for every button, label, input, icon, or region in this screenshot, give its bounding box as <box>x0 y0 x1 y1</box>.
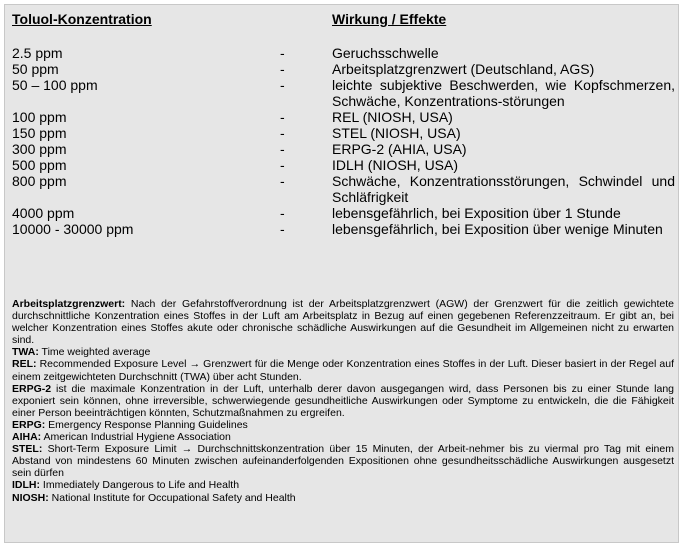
glossary-notes <box>12 298 674 504</box>
separator-dash: - <box>280 173 285 189</box>
table-row <box>5 205 680 221</box>
note-text: Time weighted average <box>38 346 151 359</box>
note-term: TWA: <box>12 346 39 359</box>
separator-dash: - <box>280 77 285 93</box>
note-text: American Industrial Hygiene Association <box>41 431 231 444</box>
toluene-table-panel <box>4 4 679 543</box>
note-term: ERPG: <box>12 418 46 431</box>
concentration-value: 800 ppm <box>12 173 67 189</box>
concentration-table <box>5 45 680 237</box>
concentration-value: 2.5 ppm <box>12 45 63 61</box>
table-row <box>5 125 680 141</box>
concentration-value: 50 ppm <box>12 61 59 77</box>
note-paragraph <box>12 419 674 431</box>
note-text: Recommended Exposure Level → Grenzwert für die Menge oder Konzentration eines Stoffes in der Luft. Dieser basiert in der Regel auf einem zeitgewichteten Durchschnitt (TWA) über acht Stunden. <box>12 358 674 383</box>
effect-text: Schwäche, Konzentrationsstörungen, Schwindel und Schläfrigkeit <box>332 173 675 205</box>
separator-dash: - <box>280 125 285 141</box>
concentration-value: 10000 - 30000 ppm <box>12 221 134 237</box>
separator-dash: - <box>280 109 285 125</box>
table-row <box>5 221 680 237</box>
header-effects: Wirkung / Effekte <box>332 11 447 27</box>
table-row <box>5 173 680 205</box>
table-row <box>5 77 680 109</box>
note-term: Arbeitsplatzgrenzwert: <box>12 298 126 310</box>
note-term: REL: <box>12 358 37 371</box>
effect-text: lebensgefährlich, bei Exposition über 1 Stunde <box>332 205 621 221</box>
note-term: STEL: <box>12 443 43 456</box>
table-row <box>5 157 680 173</box>
effect-text: STEL (NIOSH, USA) <box>332 125 461 141</box>
concentration-value: 100 ppm <box>12 109 67 125</box>
separator-dash: - <box>280 205 285 221</box>
note-text: Nach der Gefahrstoffverordnung ist der Arbeitsplatzgrenzwert (AGW) der Grenzwert für die zeitlich gewichtete durchschnittliche Konzentration eines Stoffes in der Luft am Arbeitsplatz in Bezug auf einen gegebenen Referenzzeitraum. Er gibt an, bei welcher Konzentration eines Stoffes akute oder chronische schädliche Auswirkungen auf die Gesundheit im Allgemeinen nicht zu erwarten sind. <box>12 298 674 347</box>
note-term: AIHA: <box>12 431 42 444</box>
note-text: Short-Term Exposure Limit → Durchschnittskonzentration über 15 Minuten, der Arbeit-nehmer bis zu viermal pro Tag mit einem Abstand von mindestens 60 Minuten zwischen aufeinanderfolgenden Expositionen ohne gesundheitsschädliche Auswirkungen ausgesetzt sein dürfen <box>12 443 674 480</box>
note-paragraph <box>12 358 674 382</box>
separator-dash: - <box>280 61 285 77</box>
note-text: National Institute for Occupational Safety and Health <box>48 491 296 504</box>
note-term: IDLH: <box>12 479 40 492</box>
note-text: Emergency Response Planning Guidelines <box>45 418 248 431</box>
note-paragraph <box>12 383 674 419</box>
note-paragraph <box>12 431 674 443</box>
note-paragraph <box>12 479 674 491</box>
effect-text: IDLH (NIOSH, USA) <box>332 157 459 173</box>
header-concentration: Toluol-Konzentration <box>12 11 152 27</box>
concentration-value: 50 – 100 ppm <box>12 77 98 93</box>
separator-dash: - <box>280 157 285 173</box>
concentration-value: 500 ppm <box>12 157 67 173</box>
table-row <box>5 61 680 77</box>
table-row <box>5 109 680 125</box>
note-paragraph <box>12 346 674 358</box>
effect-text: leichte subjektive Beschwerden, wie Kopfschmerzen, Schwäche, Konzentrations-störungen <box>332 77 675 109</box>
concentration-value: 150 ppm <box>12 125 67 141</box>
separator-dash: - <box>280 141 285 157</box>
separator-dash: - <box>280 45 285 61</box>
effect-text: Arbeitsplatzgrenzwert (Deutschland, AGS) <box>332 61 595 77</box>
note-term: ERPG-2 <box>12 382 52 395</box>
separator-dash: - <box>280 221 285 237</box>
effect-text: Geruchsschwelle <box>332 45 439 61</box>
table-row <box>5 141 680 157</box>
note-term: NIOSH: <box>12 491 49 504</box>
note-paragraph <box>12 492 674 504</box>
note-text: ist die maximale Konzentration in der Luft, unterhalb derer davon ausgegangen wird, dass Personen bis zu einer Stunde lang exponiert sein können, ohne irreversible, schwerwiegende gesundheitliche Auswirkungen oder Symptome zu entwickeln, die die Fähigkeit einer Person beeinträchtigen könnten, Schutzmaßnahmen zu ergreifen. <box>12 382 674 419</box>
note-paragraph <box>12 443 674 479</box>
note-text: Immediately Dangerous to Life and Health <box>40 479 240 492</box>
concentration-value: 4000 ppm <box>12 205 75 221</box>
effect-text: REL (NIOSH, USA) <box>332 109 453 125</box>
concentration-value: 300 ppm <box>12 141 67 157</box>
effect-text: ERPG-2 (AHIA, USA) <box>332 141 467 157</box>
effect-text: lebensgefährlich, bei Exposition über wenige Minuten <box>332 221 663 237</box>
table-row <box>5 45 680 61</box>
note-paragraph <box>12 298 674 346</box>
